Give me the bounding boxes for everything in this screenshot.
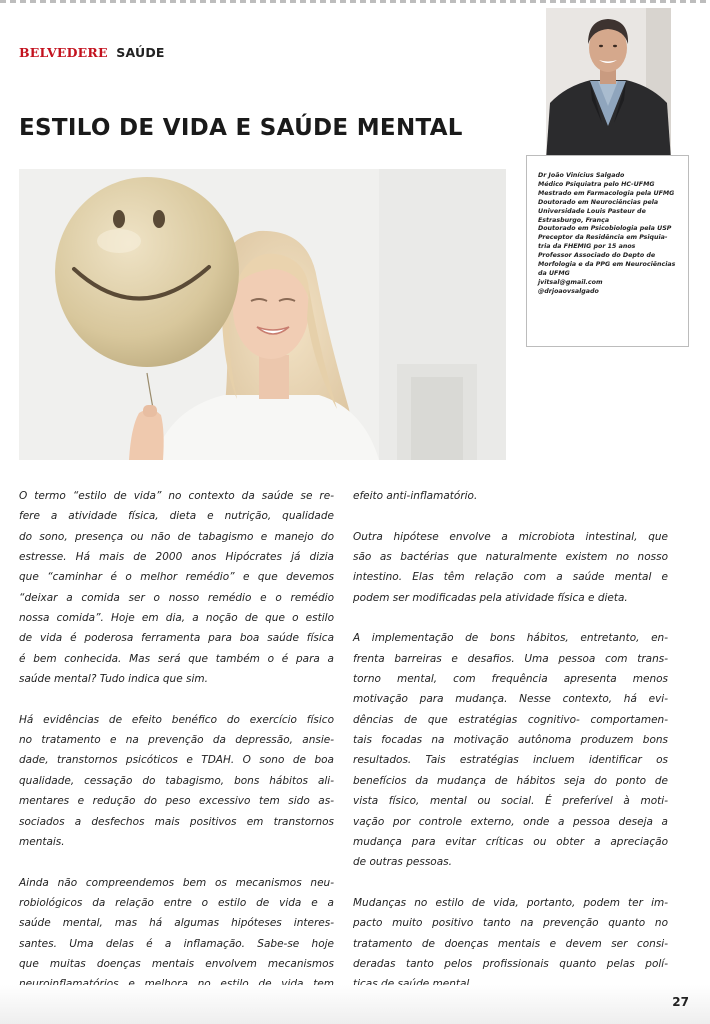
smiley-balloon-woman-image	[19, 169, 506, 460]
author-bio	[538, 172, 684, 297]
author-bio-line: Estrasburgo, França	[538, 216, 610, 224]
author-social-handle: @drjoaovsalgado	[538, 287, 599, 295]
section-name: SAÚDE	[116, 45, 165, 60]
page-number: 27	[672, 995, 689, 1009]
page-footer	[0, 985, 710, 1024]
author-bio-line: Mestrado em Farmacologia pela UFMG	[538, 189, 675, 197]
author-name: Dr João Vinícius Salgado	[538, 172, 625, 179]
article-column-left	[19, 486, 334, 1015]
section-header	[19, 45, 165, 60]
magazine-brand: BELVEDERE	[19, 45, 108, 60]
author-bio-line: da UFMG	[538, 269, 570, 277]
paragraph: O termo “estilo de vida” no contexto da saúde se re- fere a atividade física, dieta e nutrição, qualidade do sono, presença ou não de tabagismo e manejo do estresse. Há mais de 2000 anos Hipócrates já dizia que “caminhar é o melhor remédio” e que devemos “deixar a comida ser o nosso remédio e o remédio nossa comida”. Hoje em dia, a noção de que o estilo de vida é poderosa ferramenta para boa saúde física é bem conhecida. Mas será que também o é para a saúde mental? Tudo indica que sim.	[19, 490, 334, 686]
author-bio-line: Médico Psiquiatra pelo HC-UFMG	[538, 180, 655, 188]
author-portrait-image	[546, 8, 671, 160]
paragraph: Ainda não compreendemos bem os mecanismos neu- robiológicos da relação entre o estilo de vida e a saúde mental, mas há algumas hipóteses interes- santes. Uma delas é a inflamação. Sabe-se hoje que muitas doenças mentais envolvem mecanismos	[19, 876, 334, 970]
author-email: jvitsal@gmail.com	[538, 278, 603, 286]
author-bio-line: Professor Associado do Depto de	[538, 252, 656, 260]
author-bio-line: Universidade Louis Pasteur de	[538, 207, 646, 215]
paragraph: efeito anti-inflamatório.	[353, 490, 478, 502]
article-column-right	[353, 486, 668, 1015]
author-photo	[546, 8, 671, 160]
paragraph: A implementação de bons hábitos, entretanto, en- frenta barreiras e desafios. Uma pessoa com trans- torno mental, com frequência apresenta menos motivação para mudança. Nesse contexto, há evi- dências de que estratégias cognitivo- comportamen- tais focadas na motivação autônoma produzem bons resultados. Tais estratégias incluem identificar os benefícios da mudança de hábitos seja do ponto de vista físico, mental ou social. É preferível à moti- vação por controle externo, onde a pessoa deseja a mudança para evitar críticas ou obter a apreciação de outras pessoas.	[353, 632, 668, 869]
author-bio-line: tria da FHEMIG por 15 anos	[538, 243, 636, 251]
author-bio-line: Doutorado em Neurociências pela	[538, 198, 659, 206]
hero-photo	[19, 169, 506, 460]
paragraph: Outra hipótese envolve a microbiota intestinal, que são as bactérias que naturalmente existem no nosso intestino. Elas têm relação com a saúde mental e podem ser modificadas pela atividade física e dieta.	[353, 530, 668, 604]
paragraph: Há evidências de efeito benéfico do exercício físico no tratamento e na prevenção da depressão, ansie- dade, transtornos psicóticos e TDAH. O sono de boa qualidade, cessação do tabagismo, bons hábitos ali- mentares e redução do peso excessivo tem sido as- sociados a desfechos mais positivos em transtornos mentais.	[19, 713, 334, 848]
author-bio-line: Preceptor da Residência em Psiquia-	[538, 234, 668, 242]
author-bio-line: Morfologia e da PPG em Neurociências	[538, 261, 676, 269]
paragraph: Mudanças no estilo de vida, portanto, podem ter im- pacto muito positivo tanto na prevenção quanto no tratamento de doenças mentais e devem ser consi- deradas tanto pelos profissionais quanto pelas polí-	[353, 896, 668, 970]
author-bio-line: Doutorado em Psicobiologia pela USP	[538, 225, 672, 233]
article-title: ESTILO DE VIDA E SAÚDE MENTAL	[19, 115, 463, 141]
top-dashed-rule	[0, 0, 710, 3]
